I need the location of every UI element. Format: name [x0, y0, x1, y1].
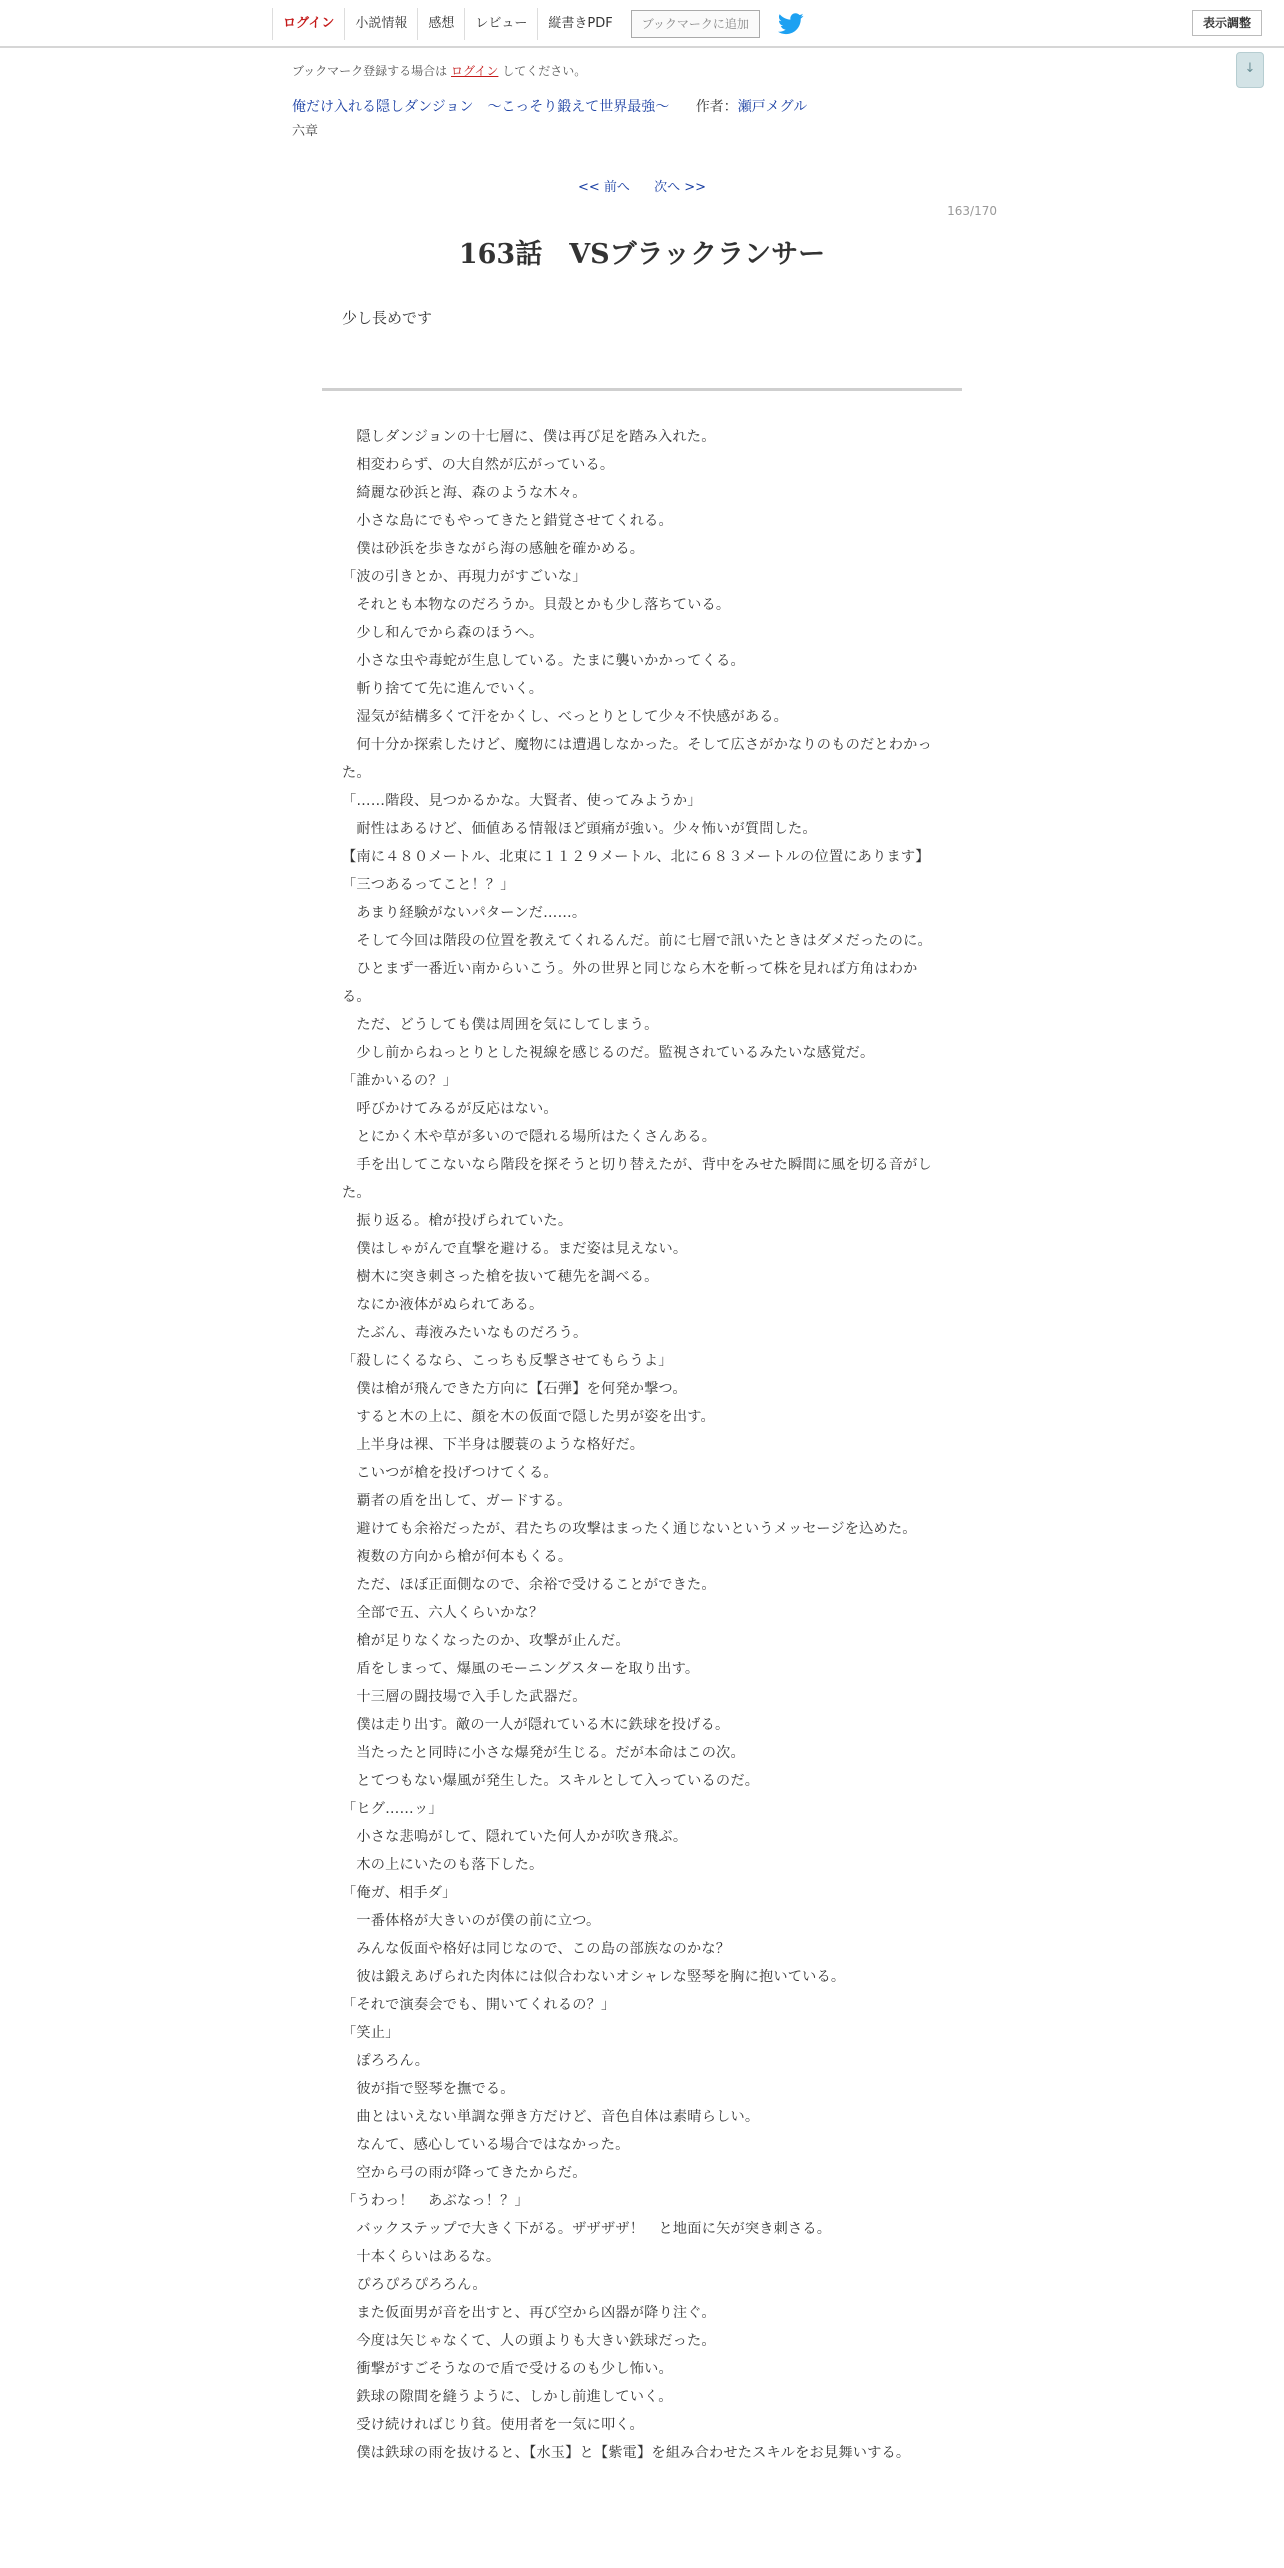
novel-title-link[interactable]: 俺だけ入れる隠しダンジョン 〜こっそり鍛えて世界最強〜 — [292, 99, 670, 115]
body-line: 何十分か探索したけど、魔物には遭遇しなかった。そして広さがかなりのものだとわかった。 — [342, 737, 932, 781]
body-line: 少し前からねっとりとした視線を感じるのだ。監視されているみたいな感覚だ。 — [342, 1045, 875, 1061]
body-line: ただ、どうしても僕は周囲を気にしてしまう。 — [342, 1017, 659, 1033]
body-line: 綺麗な砂浜と海、森のような木々。 — [342, 485, 587, 501]
body-line: 全部で五、六人くらいかな？ — [342, 1605, 544, 1621]
body-line: 小さな島にでもやってきたと錯覚させてくれる。 — [342, 513, 673, 529]
body-line: とてつもない爆風が発生した。スキルとして入っているのだ。 — [342, 1773, 760, 1789]
body-line: 僕は走り出す。敵の一人が隠れている木に鉄球を投げる。 — [342, 1717, 730, 1733]
body-line: 小さな虫や毒蛇が生息している。たまに襲いかかってくる。 — [342, 653, 745, 669]
review-link[interactable]: レビュー — [464, 8, 537, 40]
body-line: 僕は槍が飛んできた方向に【石弾】を何発か撃つ。 — [342, 1381, 687, 1397]
body-line: 隠しダンジョンの十七層に、僕は再び足を踏み入れた。 — [342, 429, 716, 445]
body-line: なにか液体がぬられてある。 — [342, 1297, 544, 1313]
body-line: バックステップで大きく下がる。ザザザザ！ と地面に矢が突き刺さる。 — [342, 2221, 832, 2237]
login-link[interactable]: ログイン — [272, 8, 344, 40]
body-line: そして今回は階段の位置を教えてくれるんだ。前に七層で訊いたときはダメだったのに。 — [342, 933, 932, 949]
body-line: 避けても余裕だったが、君たちの攻撃はまったく通じないというメッセージを込めた。 — [342, 1521, 917, 1537]
body-line: 「殺しにくるなら、こっちも反撃させてもらうよ」 — [342, 1353, 673, 1369]
body-line: 盾をしまって、爆風のモーニングスターを取り出す。 — [342, 1661, 700, 1677]
body-line: ぽろろん。 — [342, 2053, 430, 2069]
body-line: 彼が指で竪琴を撫でる。 — [342, 2081, 515, 2097]
body-line: 「笑止」 — [342, 2025, 400, 2041]
body-line: 少し和んでから森のほうへ。 — [342, 625, 544, 641]
bookmark-note-before: ブックマーク登録する場合は — [292, 64, 448, 78]
body-line: 空から弓の雨が降ってきたからだ。 — [342, 2165, 587, 2181]
body-line: 「……階段、見つかるかな。大賢者、使ってみようか」 — [342, 793, 702, 809]
body-line: それとも本物なのだろうか。貝殻とかも少し落ちている。 — [342, 597, 731, 613]
body-line: 湿気が結構多くて汗をかくし、べっとりとして少々不快感がある。 — [342, 709, 789, 725]
main-nav — [272, 8, 804, 40]
body-line: 手を出してこないなら階段を探そうと切り替えたが、背中をみせた瞬間に風を切る音がした。 — [342, 1157, 932, 1201]
pager — [0, 176, 1284, 195]
author-link[interactable]: 瀬戸メグル — [737, 99, 808, 115]
body-line: 一番体格が大きいのが僕の前に立つ。 — [342, 1913, 601, 1929]
bookmark-note — [292, 62, 586, 79]
novel-title-line — [292, 96, 807, 116]
body-line: ただ、ほぼ正面側なので、余裕で受けることができた。 — [342, 1577, 716, 1593]
prev-page-link[interactable]: << 前へ — [578, 180, 630, 195]
body-line: 樹木に突き刺さった槍を抜いて穂先を調べる。 — [342, 1269, 659, 1285]
preface-divider — [322, 388, 962, 391]
body-line: 斬り捨てて先に進んでいく。 — [342, 681, 544, 697]
body-line: 衝撃がすごそうなので盾で受けるのも少し怖い。 — [342, 2361, 673, 2377]
body-line: たぶん、毒液みたいなものだろう。 — [342, 1325, 588, 1341]
body-line: 【南に４８０メートル、北東に１１２９メートル、北に６８３メートルの位置にあります】 — [342, 849, 930, 865]
body-line: 「うわっ！ あぶなっ！？」 — [342, 2193, 529, 2209]
body-line: 木の上にいたのも落下した。 — [342, 1857, 544, 1873]
body-line: 僕は鉄球の雨を抜けると、【水玉】と【紫電】を組み合わせたスキルをお見舞いする。 — [342, 2445, 911, 2461]
next-page-link[interactable]: 次へ >> — [654, 180, 706, 195]
author-label: 作者： — [695, 99, 738, 115]
impressions-link[interactable]: 感想 — [417, 8, 464, 40]
page-number: 163/170 — [947, 204, 997, 218]
body-line: 鉄球の隙間を縫うように、しかし前進していく。 — [342, 2389, 673, 2405]
bookmark-login-link[interactable]: ログイン — [451, 64, 499, 78]
body-line: 「俺ガ、相手ダ」 — [342, 1885, 457, 1901]
chapter-label: 六章 — [292, 124, 319, 139]
body-line: 僕は砂浜を歩きながら海の感触を確かめる。 — [342, 541, 645, 557]
body-line: ひとまず一番近い南からいこう。外の世界と同じなら木を斬って株を見れば方角はわかる。 — [342, 961, 918, 1005]
body-line: 彼は鍛えあげられた肉体には似合わないオシャレな竪琴を胸に抱いている。 — [342, 1969, 846, 1985]
body-line: 槍が足りなくなったのか、攻撃が止んだ。 — [342, 1633, 630, 1649]
twitter-icon[interactable] — [778, 13, 804, 35]
body-line: 十三層の闘技場で入手した武器だ。 — [342, 1689, 587, 1705]
body-line: あまり経験がないパターンだ……。 — [342, 905, 587, 921]
body-line: 耐性はあるけど、価値ある情報ほど頭痛が強い。少々怖いが質問した。 — [342, 821, 817, 837]
body-line: 小さな悲鳴がして、隠れていた何人かが吹き飛ぶ。 — [342, 1829, 688, 1845]
body-line: 十本くらいはあるな。 — [342, 2249, 501, 2265]
novel-info-link[interactable]: 小説情報 — [344, 8, 417, 40]
body-line: 今度は矢じゃなくて、人の頭よりも大きい鉄球だった。 — [342, 2333, 716, 2349]
scroll-down-icon[interactable]: ↓ — [1236, 52, 1264, 88]
bookmark-note-after: してください。 — [502, 64, 587, 78]
episode-preface: 少し長めです — [342, 309, 433, 327]
episode-title: 163話 VSブラックランサー — [458, 239, 826, 270]
novel-body — [342, 423, 942, 2467]
body-line: 複数の方向から槍が何本もくる。 — [342, 1549, 573, 1565]
body-line: 曲とはいえない単調な弾き方だけど、音色自体は素晴らしい。 — [342, 2109, 760, 2125]
body-line: 「三つあるってこと！？」 — [342, 877, 515, 893]
body-line: 「それで演奏会でも、開いてくれるの？」 — [342, 1997, 616, 2013]
body-line: 受け続ければじり貧。使用者を一気に叩く。 — [342, 2417, 644, 2433]
body-line: こいつが槍を投げつけてくる。 — [342, 1465, 558, 1481]
body-line: 当たったと同時に小さな爆発が生じる。だが本命はこの次。 — [342, 1745, 745, 1761]
body-line: 振り返る。槍が投げられていた。 — [342, 1213, 573, 1229]
display-adjust-button[interactable]: 表示調整 — [1192, 10, 1262, 36]
body-line: 相変わらず、の大自然が広がっている。 — [342, 457, 615, 473]
body-line: 「ヒグ……ッ」 — [342, 1801, 443, 1817]
body-line: みんな仮面や格好は同じなので、この島の部族なのかな？ — [342, 1941, 731, 1957]
body-line: すると木の上に、顔を木の仮面で隠した男が姿を出す。 — [342, 1409, 715, 1425]
body-line: ぴろぴろぴろろん。 — [342, 2277, 487, 2293]
vertical-pdf-link[interactable]: 縦書きPDF — [537, 8, 622, 40]
body-line: とにかく木や草が多いので隠れる場所はたくさんある。 — [342, 1129, 717, 1145]
body-line: なんて、感心している場合ではなかった。 — [342, 2137, 630, 2153]
body-line: 呼びかけてみるが反応はない。 — [342, 1101, 558, 1117]
body-line: また仮面男が音を出すと、再び空から凶器が降り注ぐ。 — [342, 2305, 716, 2321]
body-line: 覇者の盾を出して、ガードする。 — [342, 1493, 572, 1509]
body-line: 僕はしゃがんで直撃を避ける。まだ姿は見えない。 — [342, 1241, 688, 1257]
body-line: 「波の引きとか、再現力がすごいな」 — [342, 569, 587, 585]
top-bar — [0, 0, 1284, 48]
add-bookmark-button[interactable]: ブックマークに追加 — [631, 10, 760, 38]
body-line: 上半身は裸、下半身は腰蓑のような格好だ。 — [342, 1437, 645, 1453]
body-line: 「誰かいるの？」 — [342, 1073, 458, 1089]
